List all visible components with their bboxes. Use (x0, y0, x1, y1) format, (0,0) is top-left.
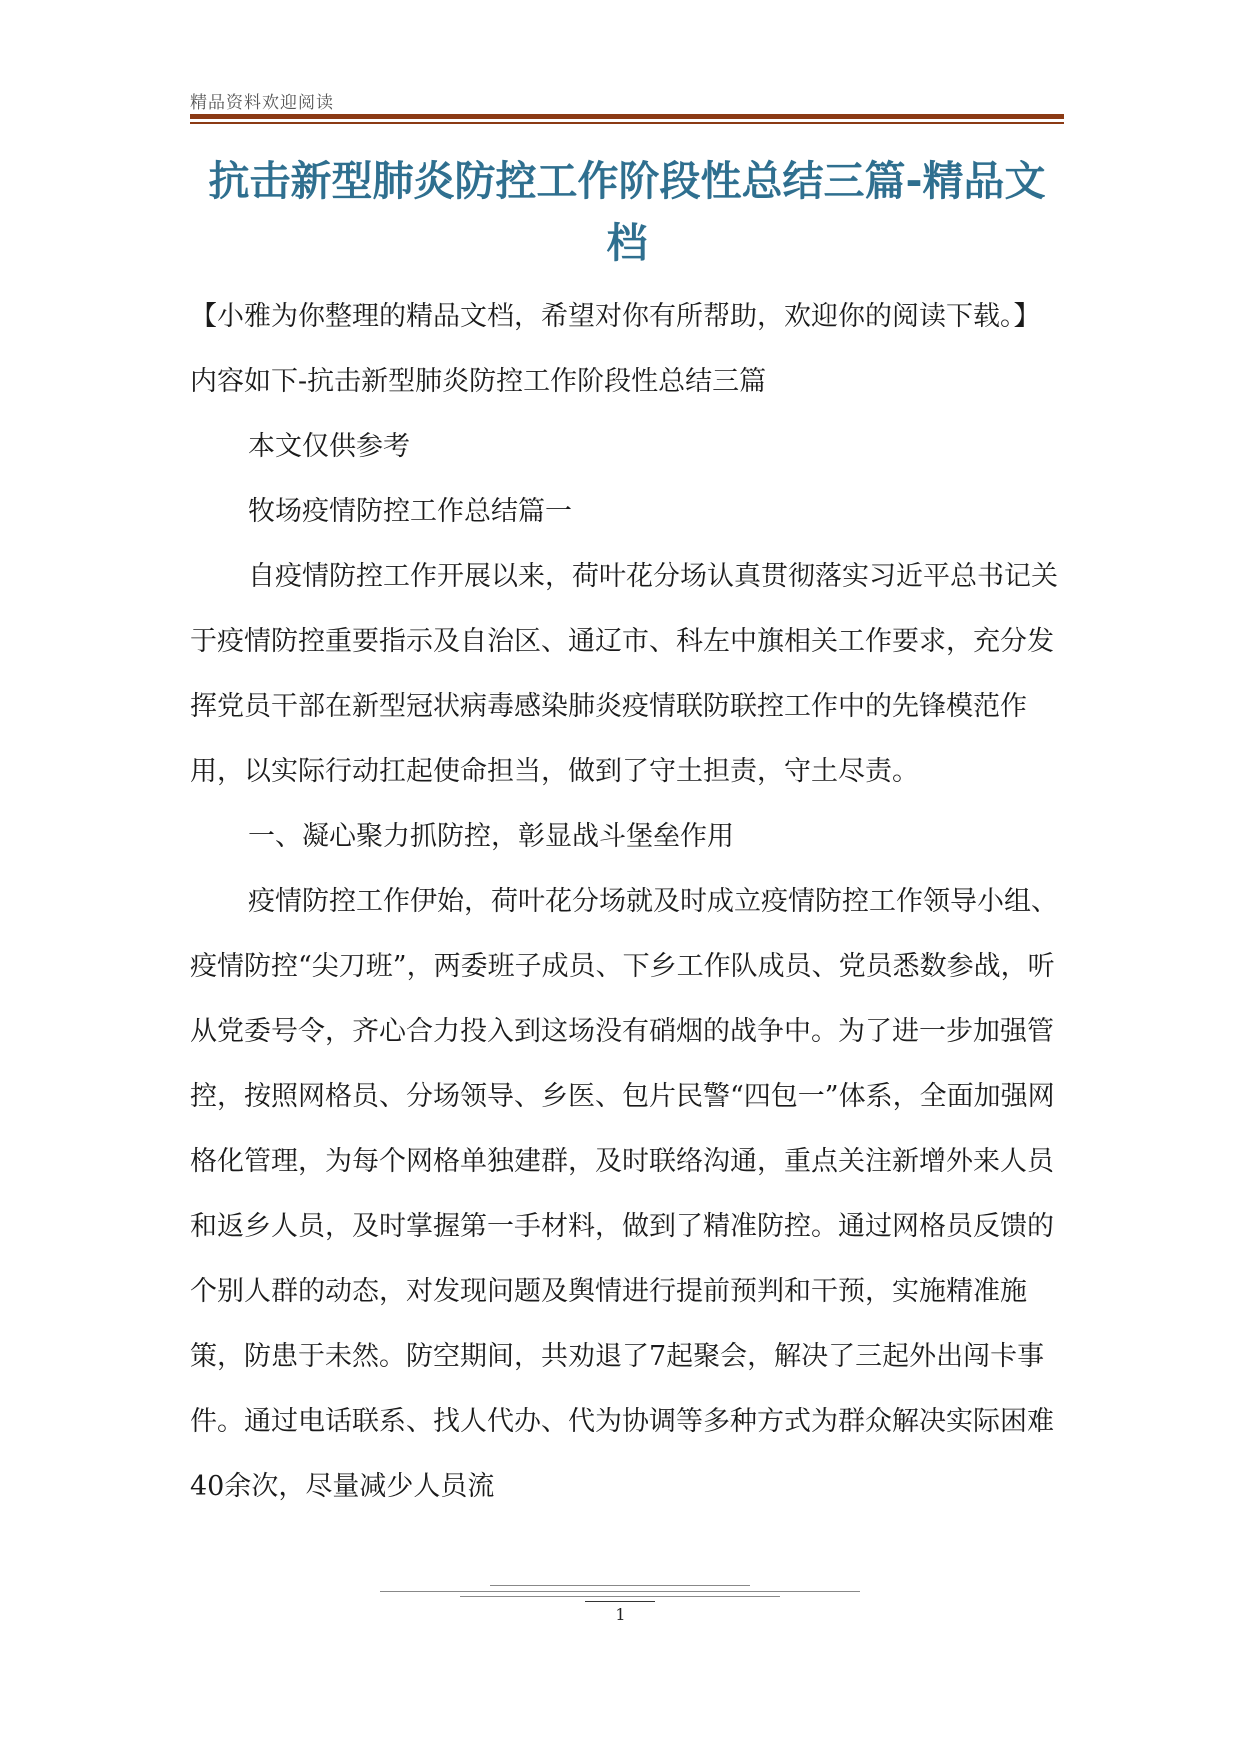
paragraph-3: 牧场疫情防控工作总结篇一 (248, 496, 572, 527)
footer-line-4 (585, 1601, 655, 1602)
paragraph-6: 疫情防控工作伊始，荷叶花分场就及时成立疫情防控工作领导小组、疫情防控“尖刀班”，两委班子成员、下乡工作队成员、党员悉数参战，听从党委号令，齐心合力投入到这场没有硝烟的战争中。为了进一步加强管控，按照网格员、分场领导、乡医、包片民警“四包一”体系，全面加强网格化管理，为每个网格单独建群，及时联络沟通，重点关注新增外来人员和返乡人员，及时掌握第一手材料，做到了精准防控。通过网格员反馈的个别人群的动态，对发现问题及舆情进行提前预判和干预，实施精准施策，防患于未然。防空期间，共劝退了7起聚会，解决了三起外出闯卡事件。通过电话联系、找人代办、代为协调等多种方式为群众解决实际困难40余次，尽量减少人员流 (190, 886, 1058, 1502)
page-number: 1 (615, 1605, 626, 1624)
paragraph-1: 【小雅为你整理的精品文档，希望对你有所帮助，欢迎你的阅读下载。】内容如下-抗击新型肺炎防控工作阶段性总结三篇 (190, 301, 1041, 397)
paragraph-5: 一、凝心聚力抓防控，彰显战斗堡垒作用 (248, 821, 734, 852)
footer-line-1 (490, 1585, 750, 1586)
footer-line-3 (460, 1596, 780, 1597)
document-body (190, 284, 1064, 1519)
header-rule-thin (190, 122, 1064, 124)
footer-line-2 (380, 1591, 860, 1592)
paragraph-4: 自疫情防控工作开展以来，荷叶花分场认真贯彻落实习近平总书记关于疫情防控重要指示及自治区、通辽市、科左中旗相关工作要求，充分发挥党员干部在新型冠状病毒感染肺炎疫情联防联控工作中的先锋模范作用，以实际行动扛起使命担当，做到了守土担责，守土尽责。 (190, 561, 1058, 787)
header-rule-thick (190, 114, 1064, 119)
document-title: 抗击新型肺炎防控工作阶段性总结三篇-精品文档 (208, 157, 1046, 267)
paragraph-2: 本文仅供参考 (248, 431, 410, 462)
header-text: 精品资料欢迎阅读 (190, 93, 334, 113)
